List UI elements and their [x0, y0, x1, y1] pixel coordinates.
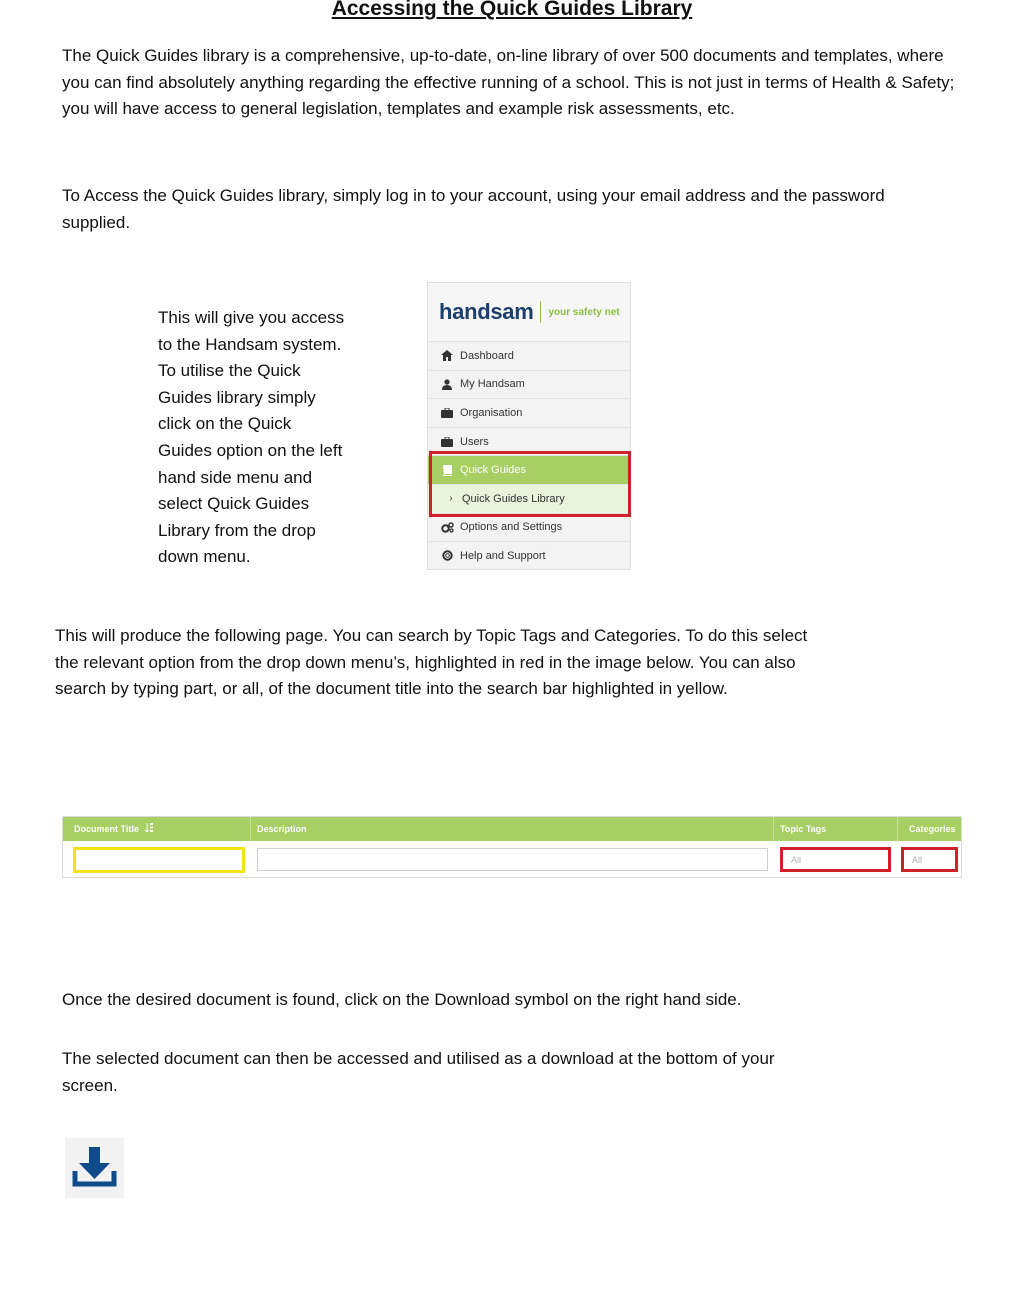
download-help-paragraph: Once the desired document is found, click on the Download symbol on the right hand side.	[62, 990, 742, 1009]
menu-item-label: Dashboard	[460, 349, 514, 362]
intro-paragraph: The Quick Guides library is a comprehensive, up-to-date, on-line library of over 500 documents and templates, where you can find absolutely anything regarding the effective running of a school. This is not just in terms of Health & Safety; you will have access to general legislation, templates and example risk assessments, etc.	[62, 46, 955, 119]
menu-help-paragraph: This will give you access to the Handsam system. To utilise the Quick Guides library simply click on the Quick Guides option on the left hand side menu and select Quick Guides Library from the drop down menu.	[158, 308, 345, 567]
menu-item-label: Quick Guides Library	[462, 492, 565, 505]
handsam-menu-screenshot	[427, 282, 631, 570]
home-icon	[440, 350, 454, 361]
brand-tagline: your safety net	[548, 306, 620, 318]
description-search-input[interactable]	[257, 848, 768, 871]
menu-item-label: Organisation	[460, 406, 523, 419]
column-categories: Categories	[909, 824, 956, 834]
page-title: Accessing the Quick Guides Library	[331, 0, 693, 20]
document-title-search-input[interactable]	[73, 847, 245, 873]
search-help-paragraph: This will produce the following page. You can search by Topic Tags and Categories. To do this select the relevant option from the drop down menu’s, highlighted in red in the image below. You can also search by typing part, or all, of the document title into the search bar highlighted in yellow.	[55, 626, 808, 699]
table-header	[63, 817, 961, 841]
categories-select[interactable]: All	[901, 847, 958, 872]
user-icon	[440, 379, 454, 390]
briefcase-icon	[440, 408, 454, 418]
handsam-logo	[428, 283, 630, 341]
brand-divider	[540, 301, 541, 323]
briefcase-icon	[440, 437, 454, 447]
lifebuoy-icon	[440, 550, 454, 561]
menu-item-organisation[interactable]	[428, 398, 630, 427]
quick-guides-highlight	[429, 451, 631, 517]
download-result-paragraph: The selected document can then be accessed and utilised as a download at the bottom of your screen.	[62, 1049, 775, 1095]
menu-item-label: Quick Guides	[460, 464, 527, 477]
menu-item-help-support[interactable]	[428, 541, 630, 570]
topic-tags-select[interactable]: All	[780, 847, 891, 872]
column-document-title[interactable]	[63, 817, 251, 841]
search-table-screenshot	[62, 816, 962, 878]
download-icon	[65, 1138, 124, 1198]
menu-item-label: My Handsam	[460, 378, 525, 391]
menu-item-my-handsam[interactable]	[428, 370, 630, 399]
menu-item-label: Help and Support	[460, 549, 546, 562]
column-topic-tags: Topic Tags	[774, 817, 898, 841]
menu-item-dashboard[interactable]	[428, 341, 630, 370]
menu-item-label: Users	[460, 435, 489, 448]
sort-icon	[145, 824, 153, 834]
column-label: Document Title	[74, 824, 139, 834]
chevron-right-icon: ›	[449, 493, 453, 505]
brand-name: handsam	[439, 299, 534, 324]
menu-item-label: Options and Settings	[460, 521, 563, 534]
column-description: Description	[251, 817, 774, 841]
access-paragraph: To Access the Quick Guides library, simply log in to your account, using your email address and the password supplied.	[62, 186, 885, 232]
cogs-icon	[440, 522, 454, 533]
